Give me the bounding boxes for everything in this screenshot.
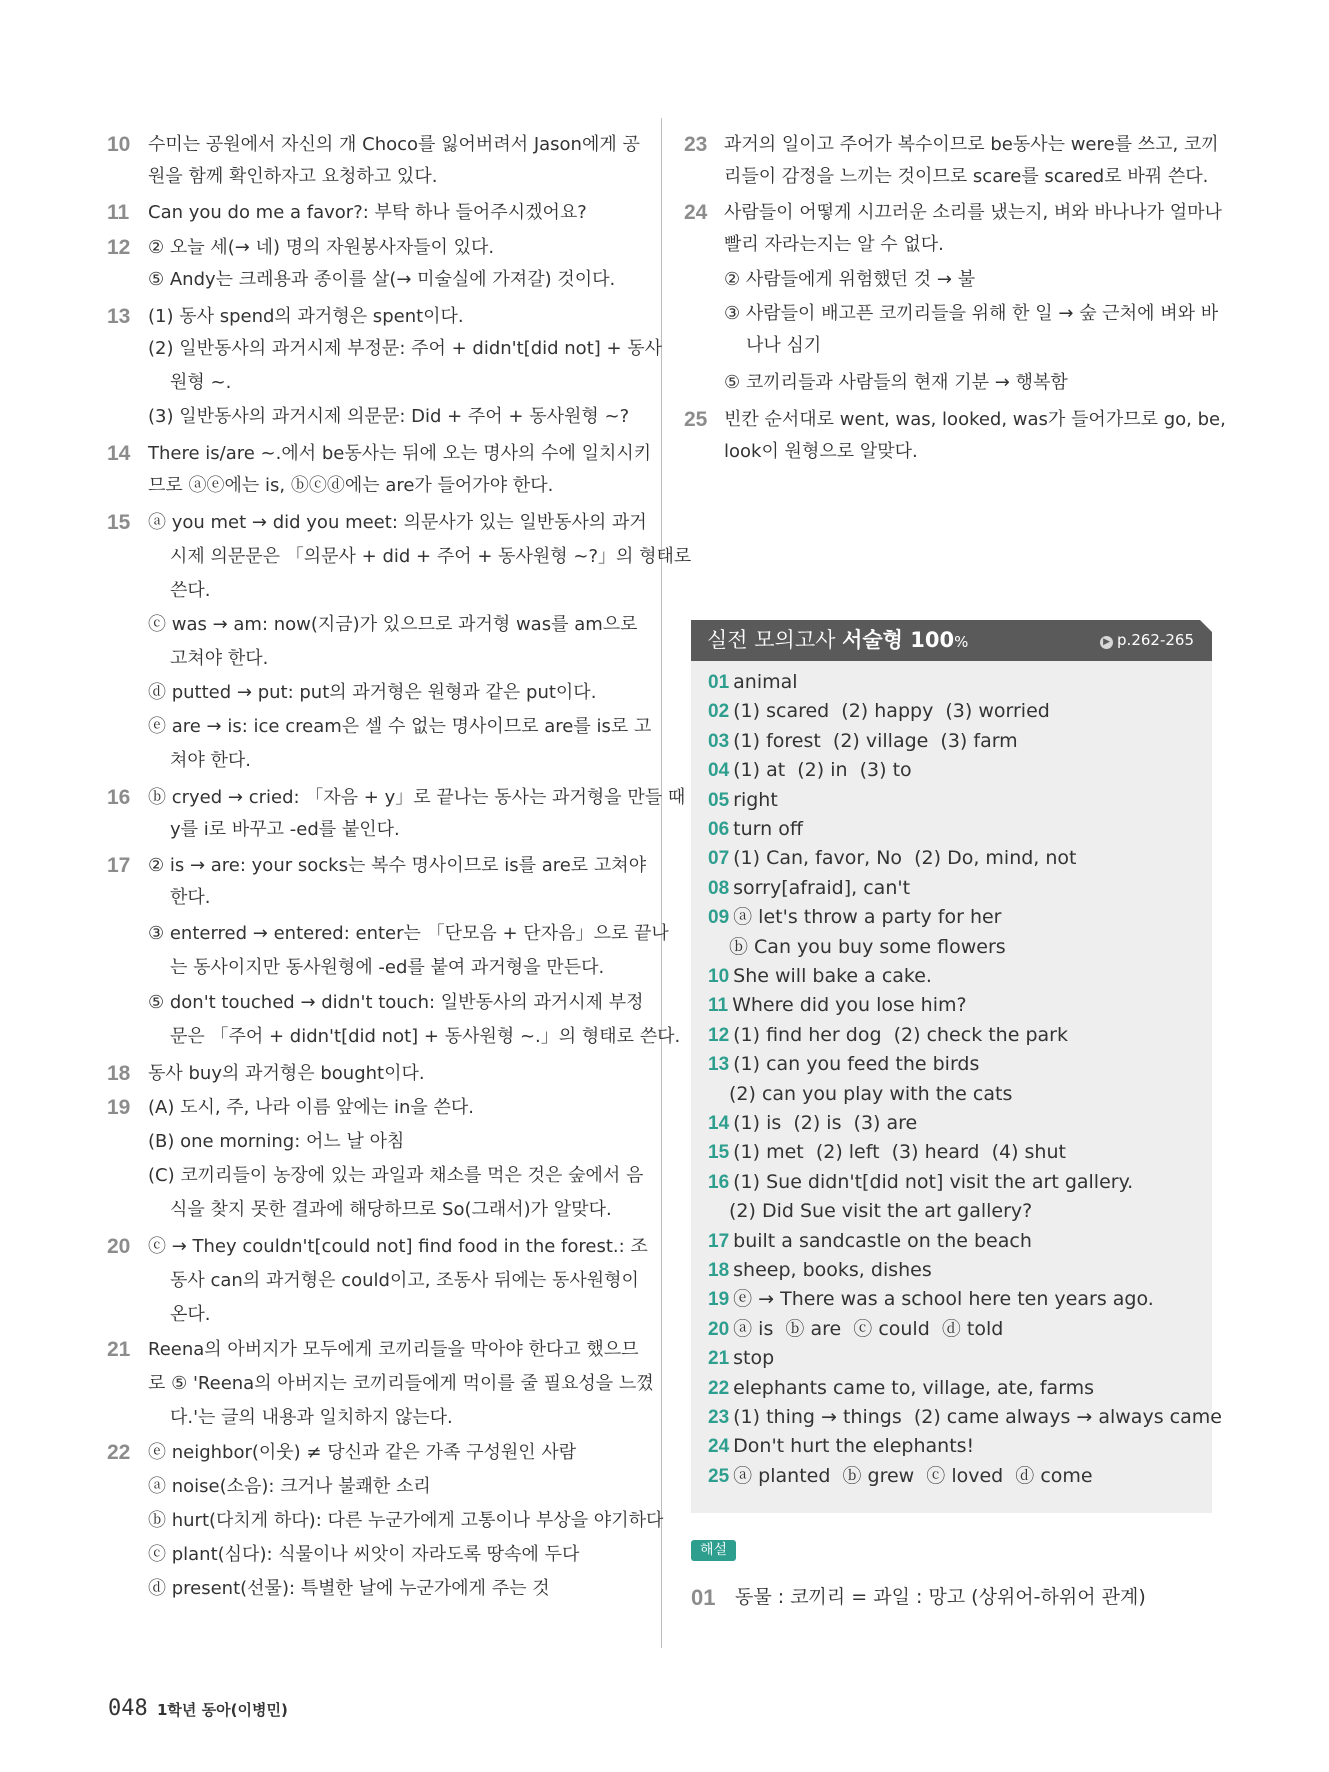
answer-number: 23: [708, 1407, 730, 1428]
answer-text: (2) Did Sue visit the art gallery?: [729, 1200, 1033, 1223]
answer-item: [708, 815, 803, 844]
question-number: 20: [107, 1235, 131, 1258]
explanation-line: 원형 ~.: [170, 372, 232, 393]
answer-item: [729, 1197, 1032, 1226]
page-reference-text: p.262-265: [1117, 631, 1194, 649]
question-number: 23: [684, 133, 708, 156]
explanation-line: Can you do me a favor?: 부탁 하나 들어주시겠어요?: [148, 202, 587, 223]
explanation-line: ⓒ plant(심다): 식물이나 씨앗이 자라도록 땅속에 두다: [148, 1544, 580, 1565]
answer-number: 01: [708, 672, 730, 693]
answer-number: 22: [708, 1377, 730, 1399]
explanation-line: ⓒ was → am: now(지금)가 있으므로 과거형 was를 am으로: [148, 614, 638, 635]
answer-item: [708, 1109, 917, 1138]
answer-number: 10: [708, 966, 730, 987]
explanation-line: ② is → are: your socks는 복수 명사이므로 is를 are로 고쳐야: [148, 855, 647, 876]
answer-number: 20: [708, 1318, 730, 1340]
answer-box-title: [707, 620, 968, 663]
answer-item: [708, 1227, 1032, 1256]
explanation-line: ⓑ cryed → cried: 「자음 + y」로 끝나는 동사는 과거형을 만들 때: [148, 787, 686, 808]
answer-text: ⓐ let's throw a party for her: [733, 906, 1002, 929]
answer-item: [708, 1374, 1094, 1403]
answer-item: [708, 1432, 974, 1461]
answer-box-header: [691, 620, 1212, 661]
explanation-line: 동사 can의 과거형은 could이고, 조동사 뒤에는 동사원형이: [170, 1270, 639, 1291]
question-number: 10: [107, 133, 131, 156]
question-number: 13: [107, 305, 131, 328]
explanation-line: ⓓ putted → put: put의 과거형은 원형과 같은 put이다.: [148, 682, 597, 703]
header-corner-cut: [1200, 620, 1212, 632]
explanation-line: ⓑ hurt(다치게 하다): 다른 누군가에게 고통이나 부상을 야기하다: [148, 1510, 664, 1531]
answer-number: 11: [708, 995, 729, 1017]
answer-number: 15: [708, 1142, 730, 1164]
explanation-line: ⑤ 코끼리들과 사람들의 현재 기분 → 행복함: [724, 372, 1068, 393]
question-number: 18: [107, 1062, 131, 1085]
answer-item: [708, 1403, 1222, 1432]
answer-item: [729, 933, 1006, 962]
question-number: 15: [107, 511, 131, 534]
answer-box-title-percent: %: [954, 633, 969, 651]
question-number: 12: [107, 236, 131, 259]
answer-number: 19: [708, 1289, 730, 1311]
answer-number: 09: [708, 907, 730, 929]
explanation-line: ② 오늘 세(→ 네) 명의 자원봉사자들이 있다.: [148, 237, 495, 258]
explanation-line: ⓔ are → is: ice cream은 셀 수 없는 명사이므로 are를 is로 고: [148, 716, 652, 737]
page-reference: [1100, 620, 1194, 661]
answer-number: 13: [708, 1054, 730, 1076]
answer-item: [708, 1315, 1003, 1344]
answer-text: stop: [733, 1347, 775, 1370]
answer-text: animal: [733, 671, 798, 693]
answer-item: [708, 1344, 774, 1373]
answer-number: 25: [708, 1465, 730, 1487]
answer-box-title-light: 실전 모의고사: [707, 628, 836, 652]
answer-text: Where did you lose him?: [732, 994, 967, 1017]
explanation-line: 로 ⑤ 'Reena의 아버지는 코끼리들에게 먹이를 줄 필요성을 느꼈: [148, 1373, 654, 1394]
explanation-number: 01: [691, 1585, 716, 1610]
explanation-line: 시제 의문문은 「의문사 + did + 주어 + 동사원형 ~?」의 형태로: [170, 546, 692, 567]
answer-number: 18: [708, 1260, 730, 1281]
answer-item: [708, 1138, 1066, 1167]
answer-item: [708, 962, 932, 991]
explanation-line: 식을 찾지 못한 결과에 해당하므로 So(그래서)가 알맞다.: [170, 1199, 612, 1220]
answer-box-title-bold: 서술형 100: [842, 628, 955, 652]
question-number: 16: [107, 786, 131, 809]
explanation-line: 온다.: [170, 1304, 211, 1325]
explanation-line: (1) 동사 spend의 과거형은 spent이다.: [148, 306, 464, 327]
answer-number: 16: [708, 1171, 730, 1193]
answer-text: Don't hurt the elephants!: [733, 1435, 975, 1458]
answer-item: [708, 1168, 1133, 1197]
explanation-line: ⑤ Andy는 크레용과 종이를 살(→ 미술실에 가져갈) 것이다.: [148, 269, 616, 290]
explanation-line: ⑤ don't touched → didn't touch: 일반동사의 과거시제 부정: [148, 992, 644, 1013]
answer-item: [708, 1050, 979, 1079]
answer-number: 02: [708, 701, 730, 723]
answer-item: [708, 727, 1018, 756]
answer-number: 17: [708, 1230, 730, 1252]
explanation-line: ③ 사람들이 배고픈 코끼리들을 위해 한 일 → 숲 근처에 벼와 바: [724, 303, 1219, 324]
explanation-line: 수미는 공원에서 자신의 개 Choco를 잃어버려서 Jason에게 공: [148, 134, 640, 155]
question-number: 22: [107, 1441, 131, 1464]
answer-text: ⓔ → There was a school here ten years ago.: [733, 1288, 1154, 1311]
explanation-line: y를 i로 바꾸고 -ed를 붙인다.: [170, 819, 400, 840]
answer-item: [708, 1285, 1154, 1314]
answer-number: 07: [708, 848, 730, 870]
answer-item: [708, 756, 912, 785]
explanation-line: look이 원형으로 알맞다.: [724, 441, 918, 462]
explanation-line: 는 동사이지만 동사원형에 -ed를 붙여 과거형을 만든다.: [170, 957, 605, 978]
answer-text: (1) find her dog (2) check the park: [733, 1023, 1068, 1046]
answer-number: 21: [708, 1348, 730, 1370]
explanation-line: ③ enterred → entered: enter는 「단모음 + 단자음」으로 끝나: [148, 923, 669, 944]
explanation-line: 나나 심기: [746, 335, 822, 356]
answer-text: (1) at (2) in (3) to: [733, 759, 912, 782]
answer-text: (1) Can, favor, No (2) Do, mind, not: [733, 847, 1077, 870]
explanation-line: ② 사람들에게 위험했던 것 → 불: [724, 269, 976, 290]
answer-text: ⓐ is ⓑ are ⓒ could ⓓ told: [733, 1317, 1004, 1340]
answer-number: 03: [708, 730, 730, 752]
explanation-line: 리들이 감정을 느끼는 것이므로 scare를 scared로 바꿔 쓴다.: [724, 166, 1209, 187]
answer-number: 05: [708, 789, 730, 811]
answer-number: 14: [708, 1113, 730, 1134]
page-number: 048: [108, 1696, 148, 1721]
answer-text: (1) thing → things (2) came always → always came: [733, 1406, 1222, 1428]
explanation-line: Reena의 아버지가 모두에게 코끼리들을 막아야 한다고 했으므: [148, 1339, 639, 1360]
explanation-line: 므로 ⓐⓔ에는 is, ⓑⓒⓓ에는 are가 들어가야 한다.: [148, 475, 554, 496]
explanation-line: 빨리 자라는지는 알 수 없다.: [724, 234, 944, 255]
question-number: 21: [107, 1338, 131, 1361]
explanation-line: 과거의 일이고 주어가 복수이므로 be동사는 were를 쓰고, 코끼: [724, 134, 1219, 155]
question-number: 14: [107, 442, 131, 465]
explanation-line: 원을 함께 확인하자고 요청하고 있다.: [148, 166, 438, 187]
answer-text: (1) can you feed the birds: [733, 1053, 980, 1076]
answer-number: 24: [708, 1436, 730, 1458]
explanation-line: 사람들이 어떻게 시끄러운 소리를 냈는지, 벼와 바나나가 얼마나: [724, 202, 1222, 223]
explanation-line: (A) 도시, 주, 나라 이름 앞에는 in을 쓴다.: [148, 1097, 475, 1118]
question-number: 24: [684, 201, 708, 224]
explanation-line: 문은 「주어 + didn't[did not] + 동사원형 ~.」의 형태로 쓴다.: [170, 1026, 681, 1047]
answer-text: (1) scared (2) happy (3) worried: [733, 700, 1050, 723]
explanation-line: (3) 일반동사의 과거시제 의문문: Did + 주어 + 동사원형 ~?: [148, 406, 630, 427]
explanation-line: (C) 코끼리들이 농장에 있는 과일과 채소를 먹은 것은 숲에서 음: [148, 1165, 644, 1186]
question-number: 19: [107, 1096, 131, 1119]
answer-text: (2) can you play with the cats: [729, 1082, 1013, 1105]
answer-item: [708, 874, 910, 903]
answer-text: turn off: [733, 818, 803, 840]
answer-text: ⓑ Can you buy some flowers: [729, 935, 1006, 958]
explanation-line: There is/are ~.에서 be동사는 뒤에 오는 명사의 수에 일치시키: [148, 443, 652, 464]
answer-item: [708, 697, 1050, 726]
explanation-line: ⓒ → They couldn't[could not] find food in the forest.: 조: [148, 1236, 648, 1257]
explanation-line: 빈칸 순서대로 went, was, looked, was가 들어가므로 go, be,: [724, 409, 1226, 430]
explanation-line: 동사 buy의 과거형은 bought이다.: [148, 1063, 425, 1084]
explanation-line: (B) one morning: 어느 날 아침: [148, 1131, 405, 1152]
explanation-line: 고쳐야 한다.: [170, 648, 269, 669]
answer-item: [708, 1021, 1068, 1050]
question-number: 25: [684, 408, 708, 431]
answer-item: [708, 786, 778, 815]
answer-text: (1) Sue didn't[did not] visit the art gallery.: [733, 1170, 1134, 1193]
answer-number: 08: [708, 877, 730, 899]
answer-text: right: [733, 788, 778, 811]
answer-text: ⓐ planted ⓑ grew ⓒ loved ⓓ come: [733, 1464, 1093, 1487]
answer-number: 12: [708, 1024, 730, 1046]
explanation-badge: 해설: [691, 1540, 736, 1561]
answer-text: She will bake a cake.: [733, 965, 932, 987]
answer-item: [708, 1462, 1093, 1491]
answer-text: sheep, books, dishes: [733, 1259, 932, 1281]
explanation-line: 다.'는 글의 내용과 일치하지 않는다.: [170, 1407, 453, 1428]
explanation-text: 동물 : 코끼리 = 과일 : 망고 (상위어-하위어 관계): [735, 1586, 1146, 1608]
explanation-line: 한다.: [170, 887, 211, 908]
answer-item: [708, 991, 967, 1020]
explanation-line: 쓴다.: [170, 580, 211, 601]
explanation-line: ⓐ you met → did you meet: 의문사가 있는 일반동사의 과거: [148, 512, 647, 533]
answer-text: built a sandcastle on the beach: [733, 1229, 1032, 1252]
explanation-line: ⓓ present(선물): 특별한 날에 누군가에게 주는 것: [148, 1578, 550, 1599]
question-number: 17: [107, 854, 131, 877]
answer-number: 06: [708, 819, 730, 840]
answer-item: [729, 1080, 1012, 1109]
answer-text: elephants came to, village, ate, farms: [733, 1376, 1095, 1399]
arrow-right-icon: ▶: [1100, 636, 1113, 649]
question-number: 11: [107, 201, 130, 224]
explanation-line: (2) 일반동사의 과거시제 부정문: 주어 + didn't[did not] + 동사: [148, 338, 663, 359]
explanation-line: ⓔ neighbor(이웃) ≠ 당신과 같은 가족 구성원인 사람: [148, 1442, 577, 1463]
answer-item: [708, 903, 1002, 932]
answer-text: (1) forest (2) village (3) farm: [733, 729, 1018, 752]
answer-item: [708, 844, 1077, 873]
answer-text: (1) is (2) is (3) are: [733, 1112, 918, 1134]
answer-item: [708, 1256, 932, 1285]
answer-number: 04: [708, 760, 730, 782]
answer-text: sorry[afraid], can't: [733, 876, 911, 899]
explanation-line: ⓐ noise(소음): 크거나 불쾌한 소리: [148, 1476, 431, 1497]
answer-text: (1) met (2) left (3) heard (4) shut: [733, 1141, 1066, 1164]
answer-item: [708, 668, 798, 697]
book-title: 1학년 동아(이병민): [157, 1701, 288, 1719]
explanation-line: 쳐야 한다.: [170, 750, 251, 771]
